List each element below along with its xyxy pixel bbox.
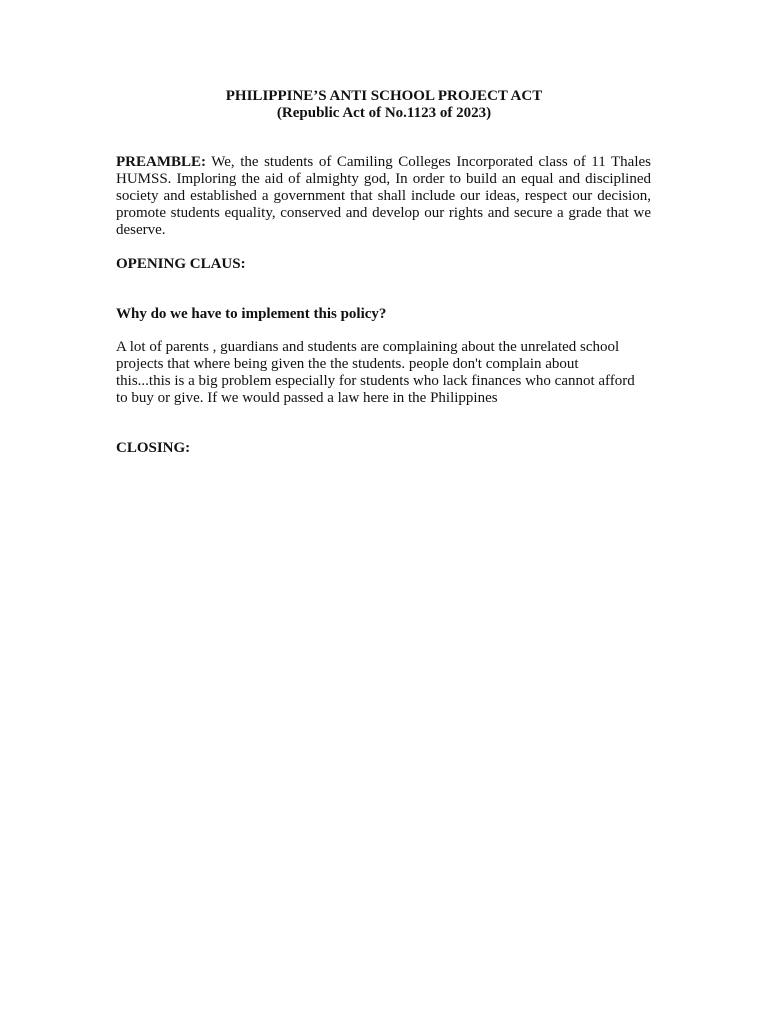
policy-reason-paragraph: [116, 339, 651, 407]
document-title: PHILIPPINE’S ANTI SCHOOL PROJECT ACT: [225, 88, 543, 104]
opening-clause-heading: OPENING CLAUS:: [116, 256, 246, 272]
document-title-block: [0, 88, 768, 122]
paragraph-line: projects that where being given the the students. people don't complain about: [116, 356, 579, 372]
paragraph-line: to buy or give. If we would passed a law here in the Philippines: [116, 390, 498, 406]
closing-heading: CLOSING:: [116, 440, 191, 456]
paragraph-line: A lot of parents , guardians and students are complaining about the unrelated school: [116, 339, 620, 355]
paragraph-line: this...this is a big problem especially for students who lack finances who cannot afford: [116, 373, 635, 389]
document-subtitle: (Republic Act of No.1123 of 2023): [276, 105, 492, 121]
preamble-paragraph: [116, 154, 651, 239]
preamble-label: PREAMBLE:: [116, 154, 206, 170]
preamble-text: We, the students of Camiling Colleges Incorporated class of 11 Thales HUMSS. Imploring the aid of almighty god, In order to build an equal and disciplined society and established a government that shall include our ideas, respect our decision, promote students equality, conserved and develop our rights and secure a grade that we deserve.: [116, 154, 651, 238]
policy-question-heading: Why do we have to implement this policy?: [116, 306, 387, 322]
